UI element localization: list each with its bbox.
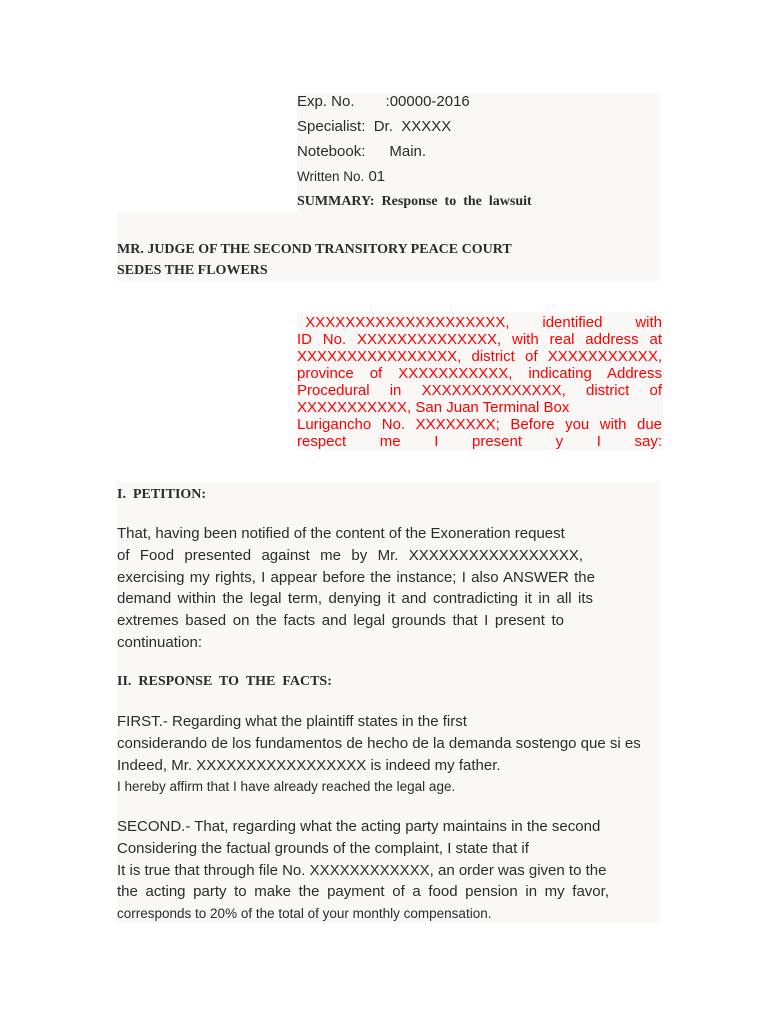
facts-heading: II. RESPONSE TO THE FACTS: <box>117 674 332 689</box>
exp-value: :00000-2016 <box>385 93 470 110</box>
identification-line: province of XXXXXXXXXXX, indicating Address <box>297 365 662 382</box>
petition-line: extremes based on the facts and legal grounds that I present to <box>117 612 564 630</box>
petition-paragraph <box>117 523 597 654</box>
written-value: 01 <box>368 168 386 185</box>
exp-label: Exp. No. <box>297 93 355 110</box>
second-line: Considering the factual grounds of the complaint, I state that if <box>117 839 529 857</box>
petition-line: continuation: <box>117 633 203 651</box>
identification-line: respect me I present y I say: <box>297 433 662 450</box>
petition-line: That, having been notified of the content of the Exoneration request <box>117 525 565 542</box>
identification-line: XXXXXXXXXXXXXXXXXXXX, identified with <box>297 314 662 331</box>
petition-line: exercising my rights, I appear before the instance; I also ANSWER the <box>117 568 595 586</box>
exp-number-line <box>297 93 470 110</box>
notebook-line <box>297 143 426 160</box>
written-label: Written No. <box>297 169 365 184</box>
petition-line: demand within the legal term, denying it and contradicting it in all its <box>117 590 593 608</box>
notebook-value: Main. <box>389 143 427 160</box>
specialist-label: Specialist: <box>297 118 366 135</box>
specialist-line <box>297 118 451 135</box>
identification-line: XXXXXXXXXXX, San Juan Terminal Box <box>297 399 570 416</box>
summary-line <box>297 194 532 210</box>
second-line: SECOND.- That, regarding what the acting party maintains in the second <box>117 818 601 835</box>
specialist-value: Dr. XXXXX <box>373 118 452 135</box>
identification-line: Lurigancho No. XXXXXXXX; Before you with due <box>297 416 662 433</box>
addressee-line-1: MR. JUDGE OF THE SECOND TRANSITORY PEACE COURT <box>117 242 512 257</box>
identification-line: XXXXXXXXXXXXXXXX, district of XXXXXXXXXXX, <box>297 348 662 365</box>
second-paragraph <box>117 816 609 925</box>
summary-value: Response to the lawsuit <box>381 194 532 209</box>
petition-line: of Food presented against me by Mr. XXXXXXXXXXXXXXXXX, <box>117 546 583 564</box>
second-line: the acting party to make the payment of a food pension in my favor, <box>117 883 609 901</box>
second-line: corresponds to 20% of the total of your monthly compensation. <box>117 906 492 922</box>
second-line: It is true that through file No. XXXXXXXXXXXX, an order was given to the <box>117 861 607 879</box>
summary-label: SUMMARY: <box>297 194 375 209</box>
addressee-line-2: SEDES THE FLOWERS <box>117 263 268 278</box>
identification-block <box>297 314 662 450</box>
notebook-label: Notebook: <box>297 143 366 160</box>
petition-heading: I. PETITION: <box>117 487 207 502</box>
written-line <box>297 168 385 185</box>
first-line: considerando de los fundamentos de hecho de la demanda sostengo que si es <box>117 734 641 752</box>
first-line: I hereby affirm that I have already reached the legal age. <box>117 779 456 795</box>
first-line: FIRST.- Regarding what the plaintiff states in the first <box>117 713 467 730</box>
first-line: Indeed, Mr. XXXXXXXXXXXXXXXXX is indeed my father. <box>117 756 501 774</box>
first-paragraph <box>117 711 641 798</box>
identification-line: ID No. XXXXXXXXXXXXXX, with real address at <box>297 331 662 348</box>
identification-line: Procedural in XXXXXXXXXXXXXX, district of <box>297 382 662 399</box>
